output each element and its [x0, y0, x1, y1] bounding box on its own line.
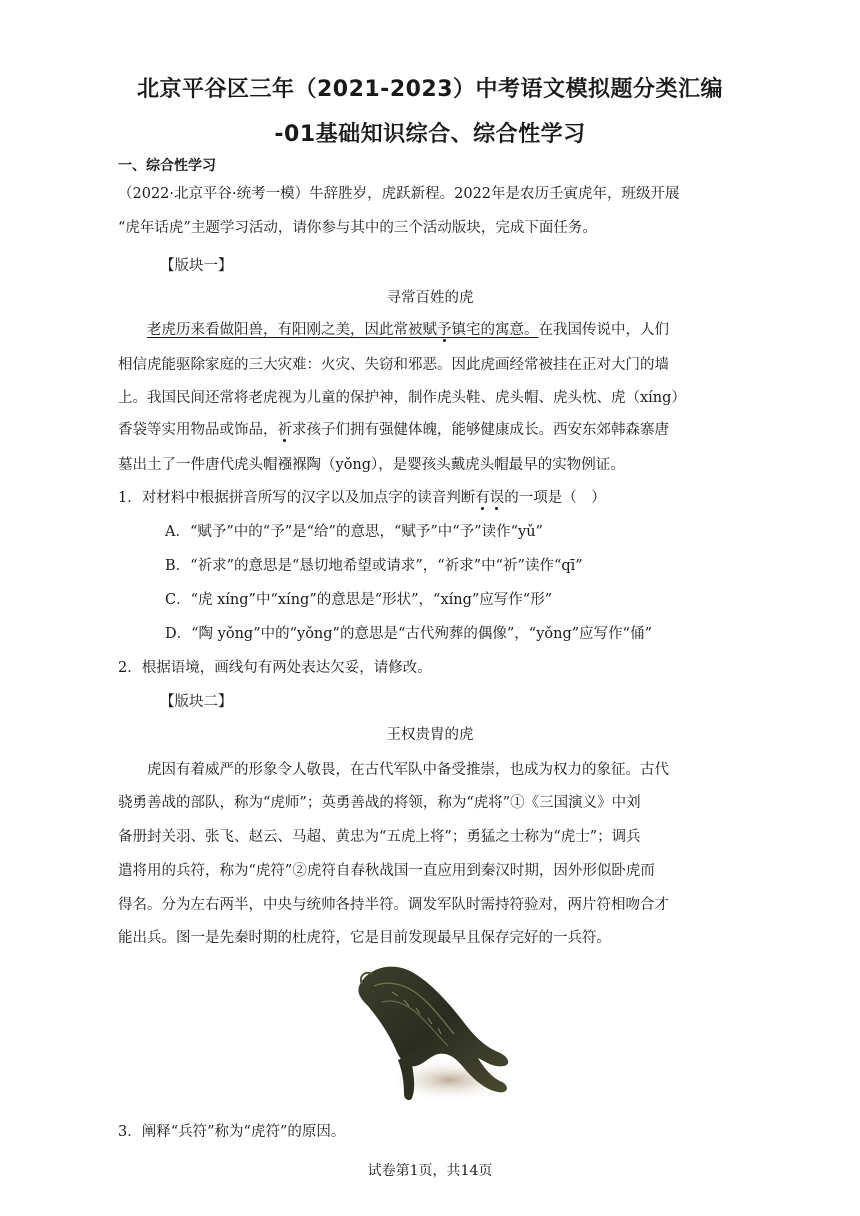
- block-1-paragraph-line-2: 相信虎能驱除家庭的三大灾难：火灾、失窃和邪恶。因此虎画经常被挂在正对大门的墙: [118, 357, 669, 373]
- dotted-char: 有: [475, 490, 490, 506]
- question-1-option-b: B．“祈求”的意思是“恳切地希望或请求”，“祈求”中“祈”读作“qī”: [165, 558, 583, 574]
- dotted-char: 予: [437, 322, 452, 338]
- question-1-option-a: A．“赋予”中的“予”是“给”的意思，“赋予”中“予”读作“yǔ”: [165, 524, 543, 540]
- page-title-line-2: -01基础知识综合、综合性学习: [274, 122, 586, 147]
- block-2-paragraph-line-6: 能出兵。图一是先秦时期的杜虎符，它是目前发现最早且保存完好的一兵符。: [118, 930, 611, 946]
- block-1-label: 【版块一】: [160, 258, 233, 274]
- block-1-heading: 寻常百姓的虎: [386, 290, 474, 306]
- block-2-paragraph-line-2: 骁勇善战的部队，称为“虎师”；英勇善战的将领，称为“虎将”①《三国演义》中刘: [118, 795, 641, 811]
- question-1-option-d: D．“陶 yǒng”中的“yǒng”的意思是“古代殉葬的偶像”，“yǒng”应写作“俑”: [165, 626, 652, 642]
- block-2-paragraph-line-1: 虎因有着威严的形象令人敬畏，在古代军队中备受推崇，也成为权力的象征。古代: [147, 762, 669, 778]
- block-1-paragraph-line-4: 香袋等实用物品或饰品，祈求孩子们拥有强健体魄，能够健康成长。西安东郊韩森寨唐: [118, 422, 669, 438]
- question-1-option-c: C．“虎 xíng”中“xíng”的意思是“形状”，“xíng”应写作“形”: [165, 592, 553, 608]
- question-3: 3．阐释“兵符”称为“虎符”的原因。: [118, 1124, 346, 1140]
- block-1-paragraph-line-3: 上。我国民间还常将老虎视为儿童的保护神，制作虎头鞋、虎头帽、虎头枕、虎（xíng）: [118, 390, 686, 406]
- block-1-paragraph-line-1: 老虎历来看做阳兽，有阳刚之美，因此常被赋予镇宅的寓意。在我国传说中，人们: [147, 322, 669, 338]
- underlined-sentence: 老虎历来看做阳兽，有阳刚之美，因此常被赋予镇宅的寓意。: [147, 322, 539, 338]
- tiger-tally-image: [352, 962, 516, 1104]
- block-2-paragraph-line-4: 遣将用的兵符，称为“虎符”②虎符自春秋战国一直应用到秦汉时期，因外形似卧虎而: [118, 863, 655, 879]
- intro-line-2: “虎年话虎”主题学习活动，请你参与其中的三个活动版块，完成下面任务。: [118, 220, 597, 236]
- block-2-label: 【版块二】: [160, 694, 233, 710]
- intro-line-1: （2022·北京平谷·统考一模）牛辞胜岁，虎跃新程。2022年是农历壬寅虎年，班级开展: [118, 186, 680, 202]
- question-1: 1．对材料中根据拼音所写的汉字以及加点字的读音判断有误的一项是（ ）: [118, 490, 606, 506]
- question-2: 2．根据语境，画线句有两处表达欠妥，请修改。: [118, 660, 432, 676]
- block-2-paragraph-line-3: 备册封关羽、张飞、赵云、马超、黄忠为“五虎上将”；勇猛之士称为“虎士”；调兵: [118, 829, 641, 845]
- page-footer: 试卷第1页，共14页: [367, 1163, 493, 1179]
- dotted-char: 祈: [277, 422, 292, 438]
- block-1-paragraph-line-5: 墓出土了一件唐代虎头帽襁褓陶（yǒng），是婴孩头戴虎头帽最早的实物例证。: [118, 457, 625, 473]
- section-heading: 一、综合性学习: [118, 158, 216, 174]
- block-2-heading: 王权贵胄的虎: [386, 727, 474, 743]
- dotted-char: 误: [489, 490, 505, 506]
- page-title-line-1: 北京平谷区三年（2021-2023）中考语文模拟题分类汇编: [136, 77, 724, 102]
- block-2-paragraph-line-5: 得名。分为左右两半，中央与统帅各持半符。调发军队时需持符验对，两片符相吻合才: [118, 897, 669, 913]
